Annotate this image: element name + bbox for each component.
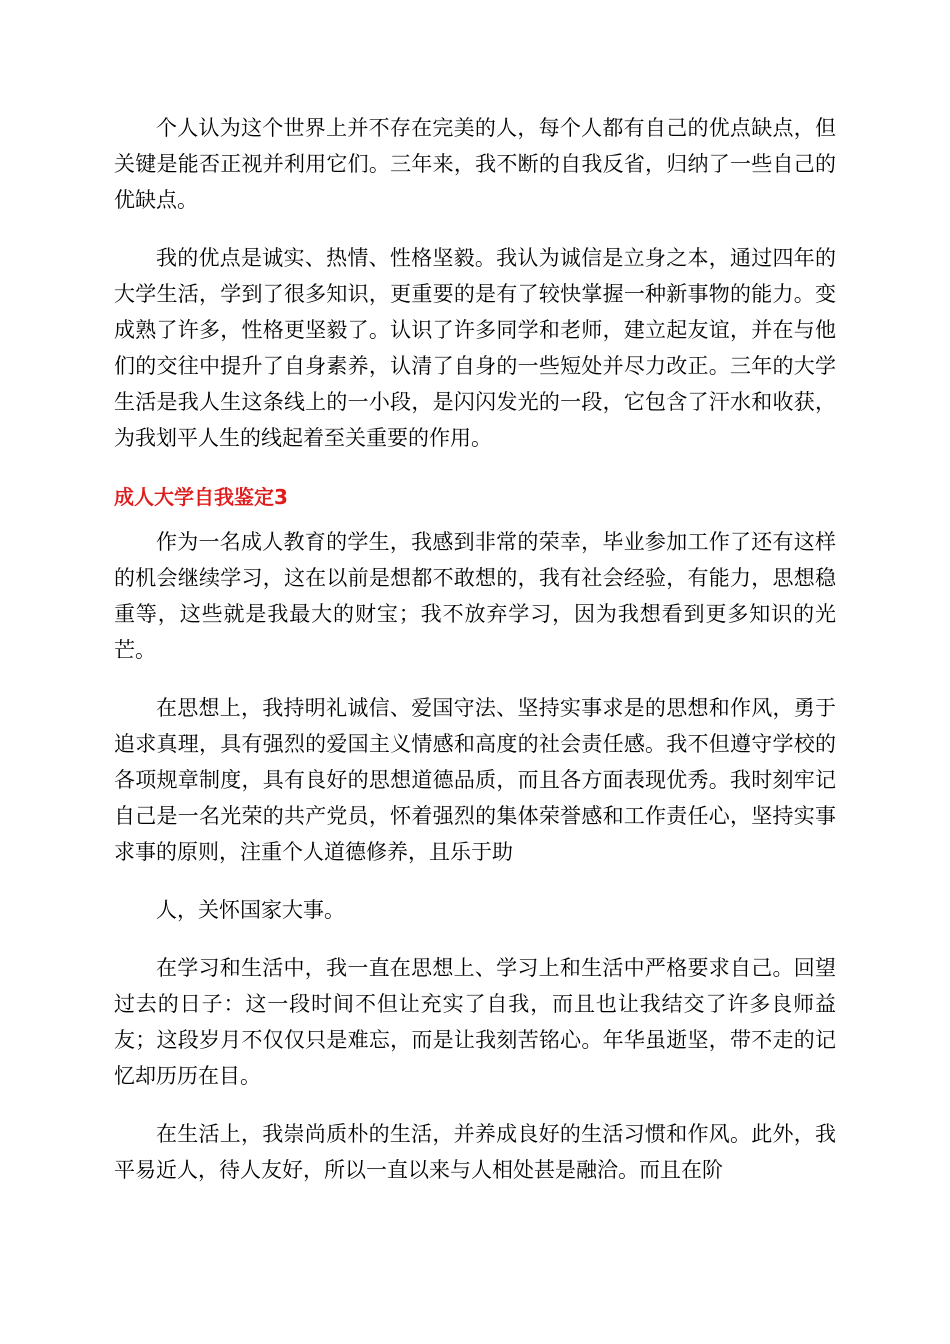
paragraph-continuation: 人，关怀国家大事。 [156, 898, 345, 922]
section-heading: 成人大学自我鉴定3 [114, 485, 288, 509]
paragraph-adult-education: 作为一名成人教育的学生，我感到非常的荣幸，毕业参加工作了还有这样的机会继续学习，这在以前是想都不敢想的，我有社会经验，有能力，思想稳重等，这些就是我最大的财宝；我不放弃学习，因为我想看到更多知识的光芒。 [114, 530, 836, 662]
paragraph-lifestyle: 在生活上，我崇尚质朴的生活，并养成良好的生活习惯和作风。此外，我平易近人，待人友好，所以一直以来与人相处甚是融洽。而且在阶 [114, 1122, 836, 1182]
paragraph-ideology: 在思想上，我持明礼诚信、爱国守法、坚持实事求是的思想和作风，勇于追求真理，具有强烈的爱国主义情感和高度的社会责任感。我不但遵守学校的各项规章制度，具有良好的思想道德品质，而且各方面表现优秀。我时刻牢记自己是一名光荣的共产党员，怀着强烈的集体荣誉感和工作责任心，坚持实事求事的原则，注重个人道德修养，且乐于助 [114, 696, 836, 864]
paragraph-strengths: 我的优点是诚实、热情、性格坚毅。我认为诚信是立身之本，通过四年的大学生活，学到了很多知识，更重要的是有了较快掌握一种新事物的能力。变成熟了许多，性格更坚毅了。认识了许多同学和老师，建立起友谊，并在与他们的交往中提升了自身素养，认清了自身的一些短处并尽力改正。三年的大学生活是我人生这条线上的一小段，是闪闪发光的一段，它包含了汗水和收获，为我划平人生的线起着至关重要的作用。 [114, 246, 836, 450]
paragraph-flaws-intro: 个人认为这个世界上并不存在完美的人，每个人都有自己的优点缺点，但关键是能否正视并利用它们。三年来，我不断的自我反省，归纳了一些自己的优缺点。 [114, 116, 836, 212]
paragraph-study-life: 在学习和生活中，我一直在思想上、学习上和生活中严格要求自己。回望过去的日子：这一段时间不但让充实了自我，而且也让我结交了许多良师益友；这段岁月不仅仅只是难忘，而是让我刻苦铭心。年华虽逝坚，带不走的记忆却历历在目。 [114, 956, 836, 1088]
